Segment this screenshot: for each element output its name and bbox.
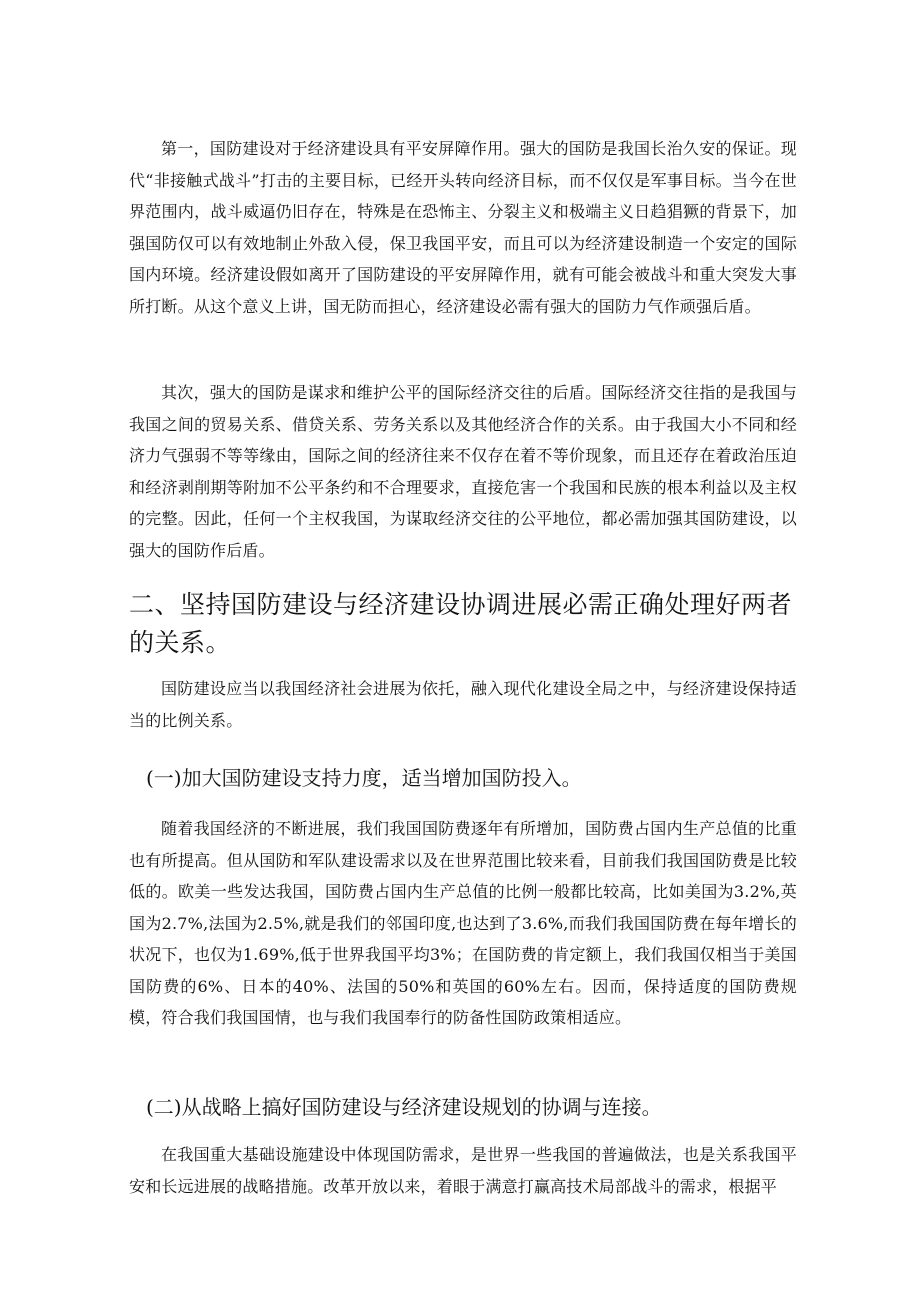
subsection-heading: (一)加大国防建设支持力度，适当增加国防投入。 [146, 766, 582, 790]
section-heading: 二、坚持国防建设与经济建设协调进展必需正确处理好两者的关系。 [129, 590, 793, 657]
body-paragraph: 国防建设应当以我国经济社会进展为依托，融入现代化建设全局之中，与经济建设保持适当的比例关系。 [129, 679, 797, 730]
body-paragraph: 在我国重大基础设施建设中体现国防需求，是世界一些我国的普遍做法，也是关系我国平安和长远进展的战略措施。改革开放以来，着眼于满意打赢高技术局部战斗的需求，根据平 [129, 1145, 797, 1196]
body-paragraph: 第一，国防建设对于经济建设具有平安屏障作用。强大的国防是我国长治久安的保证。现代“非接触式战斗”打击的主要目标，已经开头转向经济目标，而不仅仅是军事目标。当今在世界范围内，战斗威逼仍旧存在，特殊是在恐怖主、分裂主义和极端主义日趋猖獗的背景下，加强国防仅可以有效地制止外敌入侵，保卫我国平安，而且可以为经济建设制造一个安定的国际国内环境。经济建设假如离开了国防建设的平安屏障作用，就有可能会被战斗和重大突发大事所打断。从这个意义上讲，国无防而担心，经济建设必需有强大的国防力气作顽强后盾。 [129, 139, 797, 316]
body-paragraph: 其次，强大的国防是谋求和维护公平的国际经济交往的后盾。国际经济交往指的是我国与我国之间的贸易关系、借贷关系、劳务关系以及其他经济合作的关系。由于我国大小不同和经济力气强弱不等等缘由，国际之间的经济往来不仅存在着不等价现象，而且还存在着政治压迫和经济剥削期等附加不公平条约和不合理要求，直接危害一个我国和民族的根本利益以及主权的完整。因此，任何一个主权我国，为谋取经济交往的公平地位，都必需加强其国防建设，以强大的国防作后盾。 [129, 383, 797, 560]
body-paragraph: 随着我国经济的不断进展，我们我国国防费逐年有所增加，国防费占国内生产总值的比重也有所提高。但从国防和军队建设需求以及在世界范围比较来看，目前我们我国国防费是比较低的。欧美一些发达我国，国防费占国内生产总值的比例一般都比较高，比如美国为3.2%,英国为2.7%,法国为2.5%,就是我们的邻国印度,也达到了3.6%,而我们我国国防费在每年增长的状况下，也仅为1.69%,低于世界我国平均3%；在国防费的肯定额上，我们我国仅相当于美国国防费的6%、日本的40%、法国的50%和英国的60%左右。因而，保持适度的国防费规模，符合我们我国国情，也与我们我国奉行的防备性国防政策相适应。 [129, 819, 797, 1027]
subsection-heading: (二)从战略上搞好国防建设与经济建设规划的协调与连接。 [146, 1095, 662, 1119]
